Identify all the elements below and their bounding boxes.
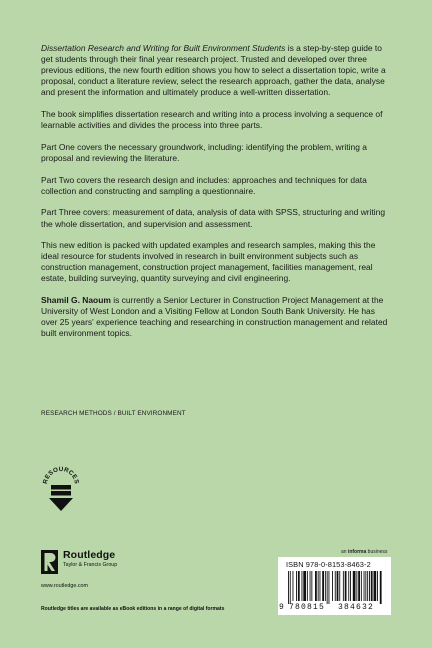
- barcode-bar: [377, 571, 378, 601]
- barcode-bar: [345, 571, 347, 601]
- author-paragraph: [41, 295, 391, 339]
- barcode-bar: [318, 571, 319, 601]
- informa-brand: informa: [347, 549, 367, 555]
- barcode-bar: [335, 571, 336, 601]
- barcode-bar: [315, 571, 317, 601]
- paragraph-new-edition: This new edition is packed with updated examples and research samples, making this the ideal resource for students involved in research in built environment subjects such as construction management, construction project management, facilities management, real estate, building surveying, quantity surveying and civil engineering.: [41, 240, 376, 284]
- book-title: Dissertation Research and Writing for Built Environment Students: [41, 43, 286, 53]
- publisher-url[interactable]: www.routledge.com: [41, 583, 89, 589]
- barcode-bar: [350, 571, 351, 601]
- barcode-bar: [361, 571, 362, 601]
- barcode-bar: [371, 571, 373, 601]
- barcode-bar: [369, 571, 370, 601]
- barcode-bar: [322, 571, 324, 601]
- informa-suffix: business: [366, 549, 388, 555]
- barcode-bar: [356, 571, 357, 601]
- barcode-group-2: 384632: [338, 603, 375, 612]
- barcode-bar: [302, 571, 303, 601]
- barcode-bar: [298, 571, 300, 601]
- barcode-bar: [311, 571, 312, 601]
- barcode-bar: [325, 571, 326, 601]
- paragraph-part-three: Part Three covers: measurement of data, analysis of data with SPSS, structuring and writing the whole dissertation, and supervision and assessment.: [41, 207, 386, 229]
- paragraph-part-two: Part Two covers the research design and includes: approaches and techniques for data collection and constructing and sampling a questionnaire.: [41, 174, 367, 196]
- barcode-bar: [329, 571, 330, 604]
- barcode-bar: [320, 571, 321, 601]
- barcode-bar: [380, 571, 382, 604]
- barcode-bar: [293, 571, 294, 601]
- barcode-bar: [310, 571, 311, 601]
- barcode-bar: [307, 571, 308, 601]
- isbn-barcode: [278, 557, 391, 615]
- barcode-bar: [327, 571, 328, 604]
- barcode-bar: [348, 571, 349, 601]
- barcode-bar: [290, 571, 291, 604]
- barcode-bar: [374, 571, 377, 601]
- barcode-lead-digit: 9: [279, 603, 284, 612]
- barcode-bar: [288, 571, 289, 604]
- informa-tagline: [341, 549, 387, 555]
- publisher-group: Taylor & Francis Group: [63, 562, 118, 568]
- barcode-bar: [296, 571, 297, 601]
- barcode-bar: [358, 571, 360, 601]
- intro-text: is a step-by-step guide to get students through their final year research project. Trusted and developed over three previous editions, the new fourth edition shows you how to select a dissertation topic, write a proposal, conduct a literature review, select the research approach, gather the data, analyse and present the information and ultimately produce a well-written dissertation.: [41, 43, 386, 98]
- publisher-name: Routledge: [63, 549, 116, 561]
- back-cover-blurb: [41, 43, 391, 350]
- author-bio: is currently a Senior Lecturer in Construction Project Management at the University of West London and a Visiting Fellow at London South Bank University. He has over 25 years' experience teaching and researching in construction management and related built environment topics.: [41, 295, 388, 339]
- barcode-bar: [303, 571, 306, 601]
- barcode-bars: [284, 571, 386, 604]
- barcode-group-1: 780815: [289, 603, 326, 612]
- paragraph-overview: The book simplifies dissertation research and writing into a process involving a sequence of learnable activities and divides the process into three parts.: [41, 109, 383, 131]
- informa-prefix: an: [341, 549, 348, 555]
- resources-badge: [41, 465, 81, 521]
- subject-category: RESEARCH METHODS / BUILT ENVIRONMENT: [41, 410, 186, 417]
- resources-badge-icon: [41, 465, 81, 521]
- intro-paragraph: [41, 43, 391, 98]
- barcode-bar: [353, 571, 356, 601]
- svg-text:RESOURCES: [42, 466, 80, 485]
- barcode-bar: [343, 571, 344, 601]
- author-name: Shamil G. Naoum: [41, 295, 111, 306]
- paragraph-part-one: Part One covers the necessary groundwork, including: identifying the problem, writing a proposal and reviewing the literature.: [41, 141, 367, 163]
- publisher-block: [41, 549, 181, 589]
- ebook-note: Routledge titles are available as eBook editions in a range of digital formats: [41, 606, 225, 612]
- barcode-bar: [337, 571, 339, 601]
- barcode-bar: [365, 571, 366, 601]
- routledge-logo-icon: [41, 550, 58, 574]
- barcode-bar: [364, 571, 365, 601]
- resources-badge-label: RESOURCES: [41, 465, 81, 485]
- barcode-bar: [332, 571, 333, 601]
- barcode-bar: [367, 571, 368, 601]
- isbn-label: ISBN 978-0-8153-8463-2: [286, 560, 371, 569]
- barcode-bar: [339, 571, 340, 601]
